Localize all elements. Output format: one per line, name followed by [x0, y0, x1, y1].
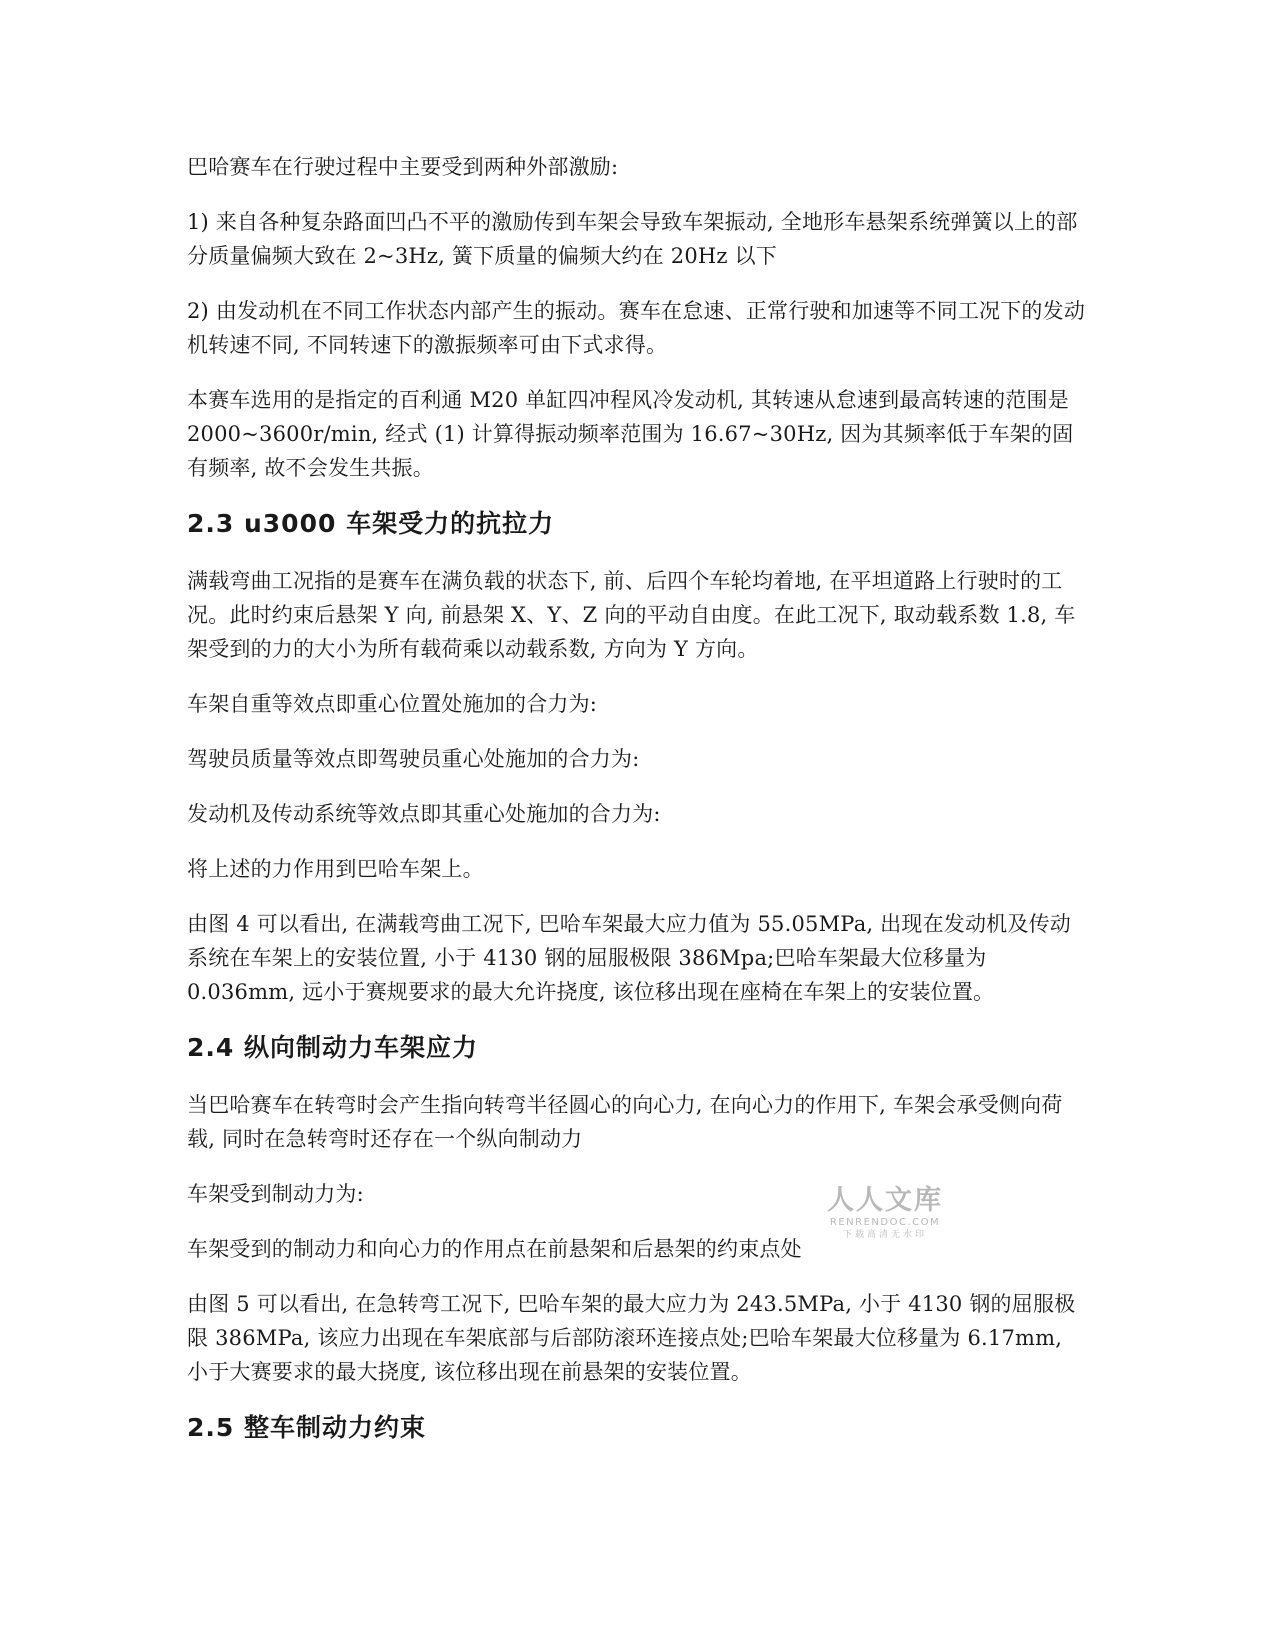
paragraph-external-excitation-intro: 巴哈赛车在行驶过程中主要受到两种外部激励:	[187, 155, 619, 179]
paragraph-apply-forces: 将上述的力作用到巴哈车架上。	[187, 857, 484, 881]
paragraph-cornering-force: 当巴哈赛车在转弯时会产生指向转弯半径圆心的向心力, 在向心力的作用下, 车架会承受侧向荷载, 同时在急转弯时还存在一个纵向制动力	[187, 1093, 1063, 1151]
paragraph-driver-force: 驾驶员质量等效点即驾驶员重心处施加的合力为:	[187, 747, 640, 771]
document-body	[187, 150, 1087, 1468]
watermark-tagline: 下载高清无水印	[842, 1230, 927, 1240]
watermark-site: RENRENDOC.COM	[829, 1217, 941, 1228]
watermark	[820, 1186, 950, 1241]
paragraph-engine-frequency: 本赛车选用的是指定的百利通 M20 单缸四冲程风冷发动机, 其转速从怠速到最高转速的范围是 2000~3600r/min, 经式 (1) 计算得振动频率范围为 16.67~30Hz, 因为其频率低于车架的固有频率, 故不会发生共振。	[187, 388, 1074, 480]
section-heading-2-5: 2.5 整车制动力约束	[187, 1413, 426, 1442]
watermark-brand: 人人文库	[827, 1185, 943, 1216]
paragraph-frame-weight-force: 车架自重等效点即重心位置处施加的合力为:	[187, 692, 598, 716]
section-heading-2-3: 2.3 u3000 车架受力的抗拉力	[187, 509, 555, 538]
paragraph-engine-force: 发动机及传动系统等效点即其重心处施加的合力为:	[187, 802, 661, 826]
paragraph-road-excitation: 1) 来自各种复杂路面凹凸不平的激励传到车架会导致车架振动, 全地形车悬架系统弹簧以上的部分质量偏频大致在 2~3Hz, 簧下质量的偏频大约在 20Hz 以下	[187, 210, 1078, 268]
paragraph-engine-vibration: 2) 由发动机在不同工作状态内部产生的振动。赛车在怠速、正常行驶和加速等不同工况下的发动机转速不同, 不同转速下的激振频率可由下式求得。	[187, 299, 1086, 357]
paragraph-figure-4-result: 由图 4 可以看出, 在满载弯曲工况下, 巴哈车架最大应力值为 55.05MPa, 出现在发动机及传动系统在车架上的安装位置, 小于 4130 钢的屈服极限 386Mpa;巴哈车架最大位移量为 0.036mm, 远小于赛规要求的最大允许挠度, 该位移出现在座椅在车架上的安装位置。	[187, 912, 1071, 1004]
paragraph-full-load-bending: 满载弯曲工况指的是赛车在满负载的状态下, 前、后四个车轮均着地, 在平坦道路上行驶时的工况。此时约束后悬架 Y 向, 前悬架 X、Y、Z 向的平动自由度。在此工况下, 取动载系数 1.8, 车架受到的力的大小为所有载荷乘以动载系数, 方向为 Y 方向。	[187, 569, 1076, 661]
section-heading-2-4: 2.4 纵向制动力车架应力	[187, 1033, 478, 1062]
paragraph-figure-5-result: 由图 5 可以看出, 在急转弯工况下, 巴哈车架的最大应力为 243.5MPa, 小于 4130 钢的屈服极限 386MPa, 该应力出现在车架底部与后部防滚环连接点处;巴哈车架最大位移量为 6.17mm, 小于大赛要求的最大挠度, 该位移出现在前悬架的安装位置。	[187, 1292, 1076, 1384]
paragraph-force-application-points: 车架受到的制动力和向心力的作用点在前悬架和后悬架的约束点处	[187, 1237, 802, 1261]
paragraph-braking-force: 车架受到制动力为:	[187, 1182, 364, 1206]
